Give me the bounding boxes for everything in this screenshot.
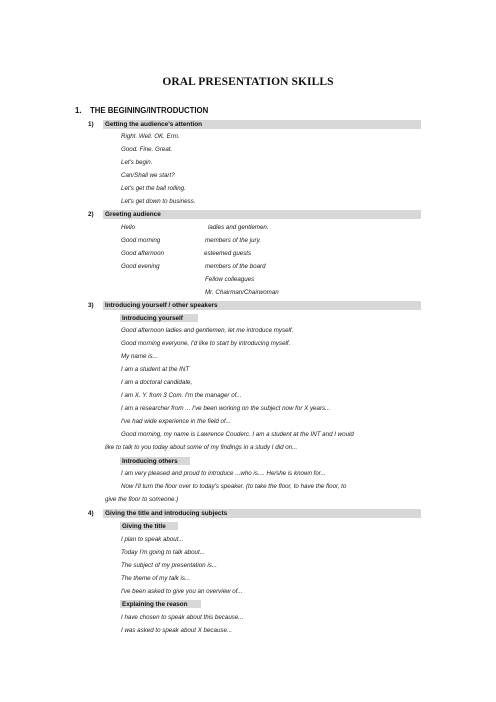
section-4-title: Giving the title and introducing subjects: [105, 510, 228, 517]
s3-line: I am a researcher from ... I've been working on the subject now for X years...: [121, 405, 331, 412]
s3-line: Good morning, my name is Lawrence Couderc. I am a student at the INT and I would: [121, 431, 354, 438]
s4-line: I plan to speak about...: [121, 536, 184, 543]
s1-line: Let's get down to business.: [121, 198, 196, 205]
s3-line: I am a doctoral candidate,: [121, 379, 193, 386]
section-3-number: 3): [88, 302, 94, 309]
s4-line: Today I'm going to talk about...: [121, 549, 205, 556]
audience: Mr. Chairman/Chairwoman: [205, 289, 279, 296]
s3-line: I've had wide experience in the field of...: [121, 418, 231, 425]
s3-line: I am a student at the INT: [121, 366, 190, 373]
heading-text: THE BEGINING/INTRODUCTION: [90, 106, 209, 115]
section-1-title: Getting the audience's attention: [105, 121, 203, 128]
s1-line: Right. Well. OK. Erm.: [121, 133, 180, 140]
s3-line: I am X. Y. from 3 Com. I'm the manager of...: [121, 392, 242, 399]
audience: members of the jury.: [205, 237, 261, 244]
document-title: ORAL PRESENTATION SKILLS: [162, 76, 334, 88]
audience: Fellow colleagues: [205, 276, 255, 283]
heading-number: 1.: [75, 106, 82, 115]
s3-line: give the floor to someone.): [105, 496, 179, 503]
greeting: Good afternoon: [121, 250, 165, 257]
s4-subheading: Explaining the reason: [122, 601, 188, 608]
s1-line: Can/Shall we start?: [121, 172, 175, 179]
section-2-title: Greeting audience: [105, 211, 161, 218]
greeting: Good morning: [121, 237, 161, 244]
s4-line: The theme of my talk is...: [121, 575, 191, 582]
s3-line: Good morning everyone, I'd like to start by introducing myself.: [121, 340, 291, 347]
s1-line: Good. Fine. Great.: [121, 146, 173, 153]
greeting: Hello: [121, 224, 136, 231]
s3-line: Good afternoon ladies and gentlemen, let me introduce myself.: [121, 327, 294, 334]
section-1-number: 1): [88, 121, 94, 128]
s1-line: Let's get the ball rolling.: [121, 185, 186, 192]
s3-line: My name is...: [121, 353, 158, 360]
audience: esteemed guests: [204, 250, 252, 257]
s3-line: Now I'll turn the floor over to today's speaker. (to take the floor, to have the floor, to: [121, 483, 347, 490]
greeting: Good evening: [121, 263, 160, 270]
audience: ladies and gentlemen.: [208, 224, 269, 231]
s3-line: I am very pleased and proud to introduce ...who is.... He/she is known for...: [121, 470, 326, 477]
s4-line: I was asked to speak about X because...: [121, 627, 233, 634]
audience: members of the board: [205, 263, 266, 270]
s4-subheading: Giving the title: [122, 523, 166, 530]
s4-line: I have chosen to speak about this because...: [121, 614, 244, 621]
section-2-number: 2): [88, 211, 94, 218]
section-3-title: Introducing yourself / other speakers: [105, 302, 218, 309]
s3-subheading: Introducing others: [122, 458, 178, 465]
section-4-number: 4): [88, 510, 94, 517]
s3-line: like to talk to you today about some of my findings in a study I did on...: [105, 444, 298, 451]
s4-line: The subject of my presentation is...: [121, 562, 217, 569]
s3-subheading: Introducing yourself: [122, 315, 183, 322]
s1-line: Let's begin.: [121, 159, 153, 166]
s4-line: I've been asked to give you an overview of...: [121, 588, 243, 595]
